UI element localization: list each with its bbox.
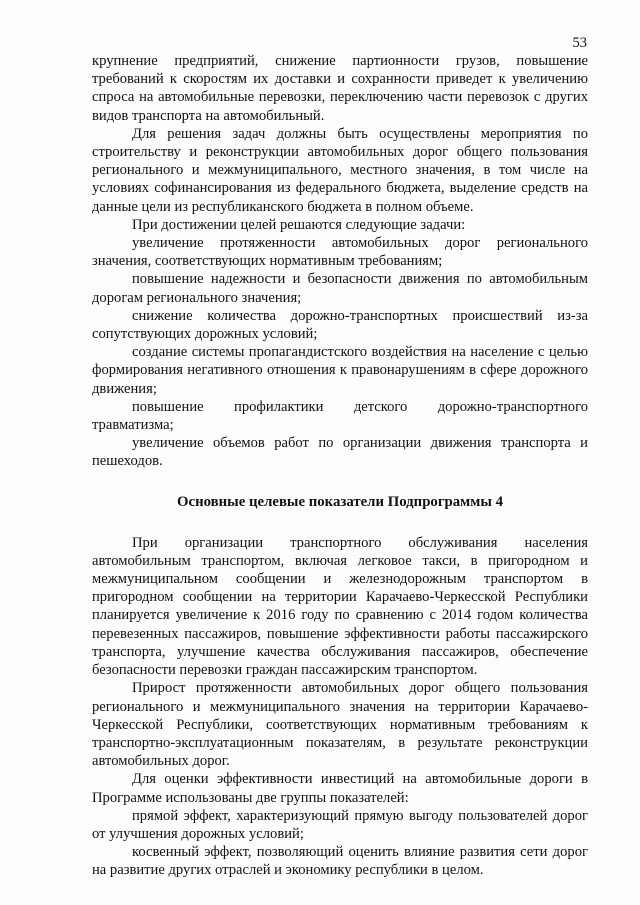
list-item: увеличение протяженности автомобильных дорог регионального значения, соответствующих нормативным требованиям;: [92, 235, 588, 270]
list-item: снижение количества дорожно-транспортных происшествий из-за сопутствующих дорожных условий;: [92, 307, 588, 343]
paragraph: Для оценки эффективности инвестиций на автомобильные дороги в Программе использованы две группы показателей:: [92, 771, 588, 806]
paragraph: крупнение предприятий, снижение партионности грузов, повышение требований к скоростям их доставки и сохранности приведет к увеличению спроса на автомобильные перевозки, переключению части перевозок с других видов транспорта на автомобильный.: [92, 53, 588, 124]
list-item: повышение профилактики детского дорожно-транспортного травматизма;: [92, 398, 588, 434]
paragraph: При достижении целей решаются следующие задачи:: [132, 216, 466, 233]
paragraph: Прирост протяженности автомобильных дорог общего пользования регионального и межмуниципального значения на территории Карачаево-Черкесской Республики, соответствующих нормативным требованиям к транспортно-эксплуатационным показателям, в результате реконструкции автомобильных дорог.: [92, 680, 588, 770]
page-number: 53: [572, 35, 587, 51]
page-content: [92, 52, 588, 880]
list-item: прямой эффект, характеризующий прямую выгоду пользователей дорог от улучшения дорожных условий;: [92, 807, 588, 842]
section-heading: Основные целевые показатели Подпрограммы 4: [177, 493, 503, 510]
list-item: создание системы пропагандистского воздействия на население с целью формирования негативного отношения к правонарушениям в сфере дорожного движения;: [92, 344, 588, 397]
paragraph: При организации транспортного обслуживания населения автомобильным транспортом, включая легковое такси, в пригородном и межмуниципальном сообщении и железнодорожным транспортом в пригородном сообщении на территории Карачаево-Черкесской Республики планируется увеличение к 2016 году по сравнению с 2014 годом количества перевезенных пассажиров, повышение эффективности работы пассажирского транспорта, улучшение качества обслуживания пассажиров, обеспечение безопасности перевозки граждан пассажирским транспортом.: [92, 534, 588, 679]
list-item: повышение надежности и безопасности движения по автомобильным дорогам регионального значения;: [92, 271, 588, 306]
list-item: косвенный эффект, позволяющий оценить влияние развития сети дорог на развитие других отраслей и экономику республики в целом.: [92, 844, 588, 879]
list-item: увеличение объемов работ по организации движения транспорта и пешеходов.: [92, 435, 588, 470]
paragraph: Для решения задач должны быть осуществлены мероприятия по строительству и реконструкции автомобильных дорог общего пользования регионального и межмуниципального, местного значения, в том числе на условиях софинансирования из федерального бюджета, выделение средств на данные цели из республиканского бюджета в полном объеме.: [92, 125, 588, 215]
